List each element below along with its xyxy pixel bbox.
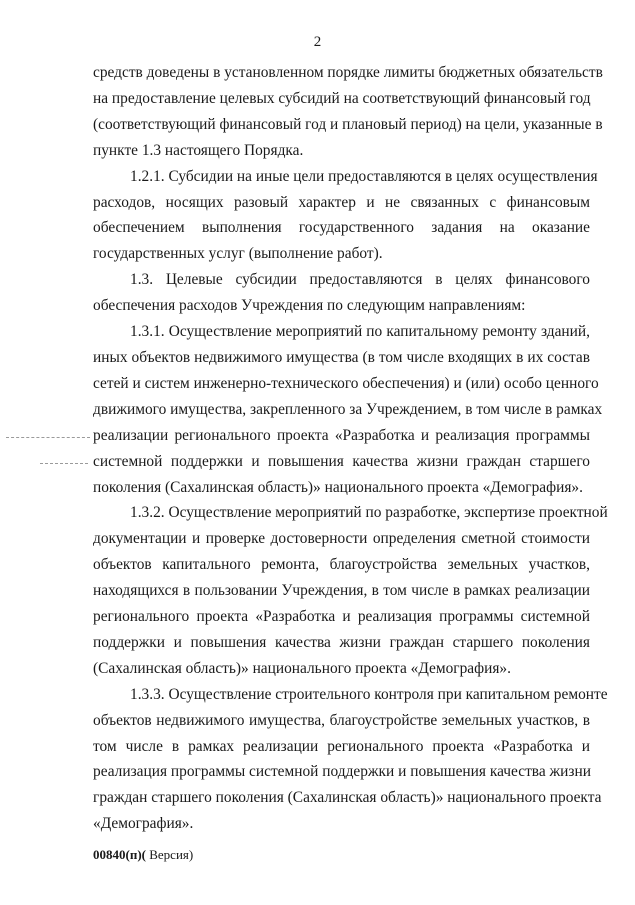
document-version: Версия): [145, 847, 194, 862]
text-line: средств доведены в установленном порядке лимиты бюджетных обязательств: [93, 64, 603, 81]
text-line: находящихся в пользовании Учреждения, в том числе в рамках реализации: [93, 582, 590, 600]
text-line: объектов недвижимого имущества, благоустройстве земельных участков, в: [93, 711, 590, 729]
paragraph-continuation: [93, 60, 603, 164]
text-line: 1.3.2. Осуществление мероприятий по разработке, экспертизе проектной: [130, 504, 608, 522]
text-line: обеспечением выполнения государственного задания на оказание: [93, 219, 590, 237]
text-line: государственных услуг (выполнение работ).: [93, 245, 383, 263]
text-line: системной поддержки и повышения качества жизни граждан старшего: [93, 452, 590, 470]
scan-artifact: [40, 463, 88, 464]
text-line: том числе в рамках реализации регионального проекта «Разработка и: [93, 737, 590, 755]
document-code-number: 00840(п)(: [93, 847, 146, 862]
paragraph-1-3-1: [93, 319, 603, 500]
text-line: 1.3.1. Осуществление мероприятий по капитальному ремонту зданий,: [130, 323, 590, 341]
text-line: реализация программы системной поддержки и повышения качества жизни: [93, 763, 591, 781]
paragraph-1-3: [93, 267, 590, 319]
scan-artifact: [6, 437, 90, 438]
paragraph-1-2-1: [93, 164, 598, 268]
paragraph-1-3-3: [93, 682, 608, 837]
text-line: движимого имущества, закрепленного за Учреждением, в том числе в рамках: [93, 400, 603, 418]
text-line: иных объектов недвижимого имущества (в том числе входящих в их состав: [93, 348, 590, 366]
text-line: документации и проверке достоверности определения сметной стоимости: [93, 530, 590, 548]
text-line: регионального проекта «Разработка и реализация программы системной: [93, 608, 590, 626]
text-line: 1.2.1. Субсидии на иные цели предоставляются в целях осуществления: [130, 167, 598, 185]
text-line: объектов капитального ремонта, благоустройства земельных участков,: [93, 556, 590, 574]
page-number: 2: [313, 34, 322, 50]
text-line: (Сахалинская область)» национального проекта «Демография».: [93, 659, 511, 677]
text-line: обеспечения расходов Учреждения по следующим направлениям:: [93, 297, 526, 315]
paragraph-1-3-2: [93, 500, 608, 681]
text-line: на предоставление целевых субсидий на соответствующий финансовый год: [93, 89, 591, 107]
text-line: поколения (Сахалинская область)» национального проекта «Демография».: [93, 478, 583, 496]
text-line: 1.3.3. Осуществление строительного контроля при капитальном ремонте: [130, 685, 608, 703]
text-line: расходов, носящих разовый характер и не связанных с финансовым: [93, 193, 590, 211]
text-line: граждан старшего поколения (Сахалинская область)» национального проекта: [93, 789, 602, 807]
text-line: сетей и систем инженерно-технического обеспечения) и (или) особо ценного: [93, 374, 599, 392]
document-code: [93, 847, 193, 863]
text-line: пункте 1.3 настоящего Порядка.: [93, 141, 304, 159]
document-body: [93, 60, 608, 837]
text-line: (соответствующий финансовый год и плановый период) на цели, указанные в: [93, 115, 603, 133]
text-line: реализации регионального проекта «Разработка и реализация программы: [93, 426, 590, 444]
text-line: поддержки и повышения качества жизни граждан старшего поколения: [93, 633, 590, 651]
text-line: «Демография».: [93, 815, 194, 833]
text-line: 1.3. Целевые субсидии предоставляются в целях финансового: [130, 271, 590, 289]
